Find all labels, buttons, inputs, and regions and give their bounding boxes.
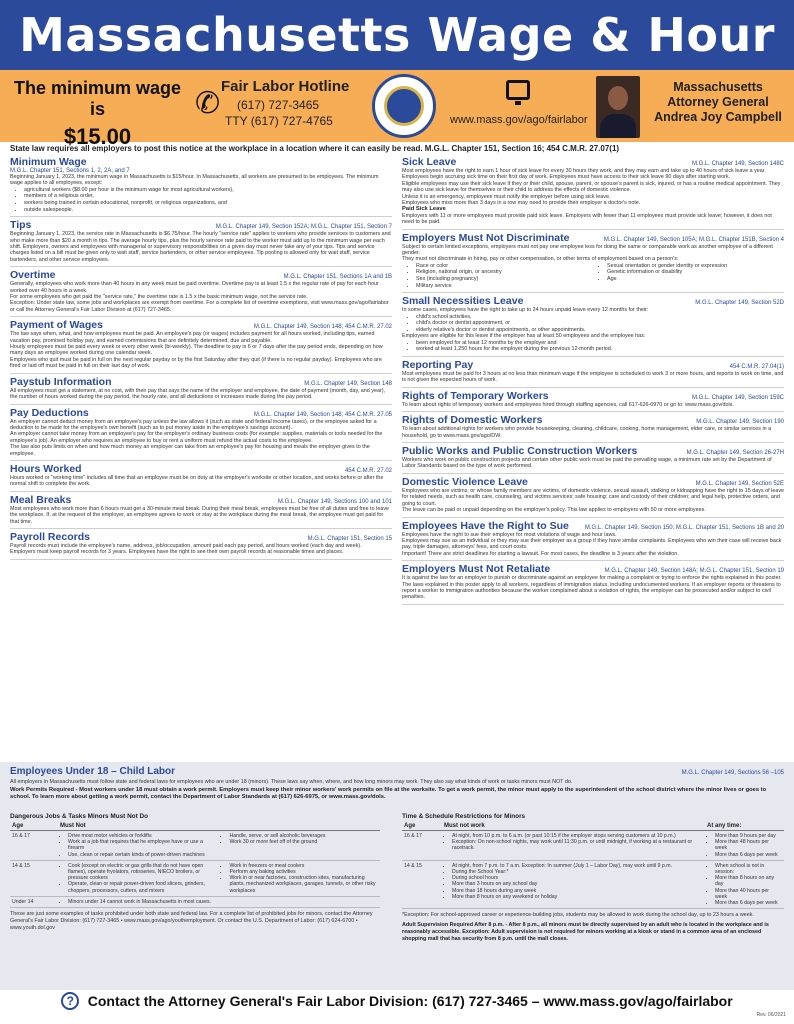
section-text: They must not discriminate in hiring, pay or other compensation, or other terms of employment based on a person's: xyxy=(402,256,679,263)
section-header xyxy=(10,269,392,281)
section-text: Employees are eligible for this leave if the employer has at least 50 employees and the employee has: xyxy=(402,333,646,340)
list-item: • More than 3 hours on any school day xyxy=(452,881,703,887)
section-citation: M.G.L. Chapter 151, Sections 1, 2, 2A, and 7 xyxy=(10,168,130,174)
section-title: Employers Must Not Discriminate xyxy=(402,231,570,244)
bullet-list xyxy=(10,187,392,213)
list-item: • Work at a job that requires that he employee have or use a firearm xyxy=(68,839,217,851)
table-row xyxy=(10,831,380,861)
section-text: Hourly employees must be paid every week or every other week (bi-weekly). The deadline to pay is 6 or 7 days after the pay period ends, depending on how many days an employee worked during one calendar week. xyxy=(10,344,383,357)
section-text: To learn about rights of temporary workers and employees hired through staffing agencies, call 617-626-6970 or go to: www.mass.gov/dols. xyxy=(402,401,734,408)
footer xyxy=(0,992,794,1024)
section-sick-leave xyxy=(402,154,784,230)
minimum-wage-box xyxy=(10,78,185,149)
section-text: Subject to certain limited exceptions, employers must not pay one employee less for doing the same or comparable work as another employee of a different gender. xyxy=(402,243,773,257)
section-subtitle: Paid Sick Leave xyxy=(402,206,446,213)
rule-cell xyxy=(58,896,219,907)
list-item: • Work in or near factories, construction sites, manufacturing plants, mechanized workplaces, garages, tunnels, or other risky workplaces xyxy=(229,875,378,894)
hotline-block xyxy=(195,76,355,138)
section-text: The leave can be paid or unpaid depending on the employer's policy. This law applies to employers with 50 or more employees. xyxy=(402,507,706,514)
table-header: Age xyxy=(402,822,442,831)
section-payroll-records xyxy=(10,529,392,560)
section-header xyxy=(10,376,392,388)
list-item: • Handle, serve, or sell alcoholic beverages xyxy=(229,833,378,839)
section-citation: M.G.L. Chapter 149, Section 148C xyxy=(691,161,784,167)
rule-cell xyxy=(219,896,380,907)
list-item: • been employed for at least 12 months by the employer and xyxy=(416,340,784,347)
schedule-exception-note: *Exception: For school-approved career or experience-building jobs, students may be allowed to work during the school day, up to 23 hours a week. xyxy=(402,912,754,919)
section-citation: M.G.L. Chapter 149, Section 52E xyxy=(695,480,784,487)
list-item: • Sex (including pregnancy) xyxy=(416,276,593,283)
section-title: Payroll Records xyxy=(10,530,90,543)
list-item: • child's school activities, xyxy=(416,314,784,321)
section-text: An employer cannot take money from an employee's pay for the employer's ordinary business costs (for example: supplies, materials or tools needed for the employee's job). An employer who requires an employee to buy or rent a uniform must refund the actual costs to the employee. xyxy=(10,431,383,444)
footer-contact: Contact the Attorney General's Fair Labor Division: (617) 727-3465 – www.mass.gov/ago/fairlabor xyxy=(87,993,733,1009)
list-item: • Operate, clean or repair power-driven food slicers, grinders, choppers, processors, cutters, and mixers xyxy=(68,881,217,893)
list-item: • At night, from 10 p.m. to 6 a.m. (or past 10:15 if the employer stops serving customers at 10 p.m.) xyxy=(452,833,703,839)
list-item: • Military service xyxy=(416,283,593,290)
hotline-phone: (617) 727-3465 xyxy=(237,98,320,112)
list-item: • During the School Year:* xyxy=(452,869,703,875)
bullet-list xyxy=(593,263,784,289)
section-title: Minimum Wage xyxy=(10,156,87,168)
section-text: Exception: Under state law, some jobs and workplaces are exempt from overtime. For a complete list of overtime exemptions, visit www.mass.gov/ago/fairlabor or call the Attorney General's Fair Labor Division at (617) 727-3465. xyxy=(10,300,389,313)
section-title: Meal Breaks xyxy=(10,493,72,506)
hotline-tty: TTY (617) 727-4765 xyxy=(225,114,333,128)
section-text: The laws explained in this poster apply to all workers, regardless of immigration status, including undocumented workers. If an employer reports or threatens to report a worker to immigration authorities because the worker complained about a violation of rights, the employer can be prosecuted and/or subject to civil penalties. xyxy=(402,581,781,601)
minors-cite: M.G.L. Chapter 149, Sections 56 –105 xyxy=(681,770,784,776)
list-item: • During school hours xyxy=(452,875,703,881)
table-header: At any time: xyxy=(705,822,784,831)
list-item: • members of a religious order, xyxy=(24,193,392,200)
min-wage-label: The minimum wage is xyxy=(13,78,182,119)
rule-cell xyxy=(58,831,219,861)
list-item: • More than 8 hours on any day xyxy=(715,875,782,887)
section-header xyxy=(402,445,784,457)
bullet-list xyxy=(707,833,782,858)
section-rights-of-domestic-workers xyxy=(402,412,784,443)
list-item: • More than 48 hours per week xyxy=(715,839,782,851)
section-payment-of-wages xyxy=(10,317,392,373)
section-text: Important! There are strict deadlines for starting a lawsuit. For most cases, the deadline is 3 years after the violation. xyxy=(402,550,679,557)
section-citation: 454 C.M.R. 27.04(1) xyxy=(729,364,784,371)
table-header: Age xyxy=(10,822,58,831)
list-item: • Cook (except on electric or gas grills that do not have open flames), operate fryolators, rotisseries, NIECO broilers, or pressure cookers xyxy=(68,863,217,882)
section-citation: M.G.L. Chapter 149, Section 52D xyxy=(695,300,784,307)
table-row xyxy=(10,896,380,907)
section-text: Employees may sue as an individual or they may sue their employer as a group if they have similar complaints. Employees who win their case will receive back pay, triple damages, attorneys' fees, and court costs. xyxy=(402,537,782,551)
age-cell: 16 & 17 xyxy=(402,831,442,861)
section-citation: M.G.L. Chapter 149, Section 148A; M.G.L. Chapter 151, Section 19 xyxy=(604,568,784,575)
section-citation: M.G.L. Chapter 149, Section 105A; M.G.L. Chapter 151B, Section 4 xyxy=(603,236,784,243)
section-header xyxy=(10,407,392,419)
list-item: • Perform any baking activities xyxy=(229,869,378,875)
section-text: For some employees who get paid the "service rate," the overtime rate is 1.5 x the basic minimum wage, not the service rate. xyxy=(10,294,308,301)
section-header xyxy=(402,295,784,307)
bullet-list xyxy=(402,263,593,289)
section-title: Pay Deductions xyxy=(10,406,89,419)
section-citation: M.G.L. Chapter 151, Sections 1A and 1B xyxy=(283,274,392,281)
age-cell: 14 & 15 xyxy=(402,860,442,908)
section-hours-worked xyxy=(10,461,392,492)
section-header xyxy=(10,156,392,168)
monitor-icon xyxy=(506,80,530,100)
section-header xyxy=(402,476,784,488)
table-row xyxy=(402,860,784,908)
section-title: Employers Must Not Retaliate xyxy=(402,563,551,576)
section-citation: M.G.L. Chapter 149, Sections 100 and 101 xyxy=(277,498,392,505)
section-title: Rights of Domestic Workers xyxy=(402,414,543,427)
section-citation: M.G.L. Chapter 149, Section 148; 454 C.M.R. 27.02 xyxy=(253,324,392,331)
section-citation: M.G.L. Chapter 149, Section 190 xyxy=(696,419,784,426)
list-item: • Religion, national origin, or ancestry xyxy=(416,269,593,276)
section-title: Paystub Information xyxy=(10,375,112,388)
dangerous-jobs-title: Dangerous Jobs & Tasks Minors Must Not Do xyxy=(10,813,149,820)
section-paystub-information xyxy=(10,374,392,405)
section-text: Generally, employees who work more than 40 hours in any week must be paid overtime. Overtime pay is at least 1.5 x the regular rate of pay for each hour worked over 40 hours in a week. xyxy=(10,281,379,294)
bullet-list xyxy=(221,833,378,845)
section-text: To learn about additional rights for workers who provide housekeeping, cleaning, childcare, cooking, home management, elder care, or similar services in a household, go to www.mass.gov/ago/DW. xyxy=(402,426,772,439)
list-item: • Work in freezers or meat coolers xyxy=(229,863,378,869)
minors-header xyxy=(10,766,784,777)
hotline-title: Fair Labor Hotline xyxy=(221,78,350,95)
bullet-list xyxy=(707,863,782,906)
section-employees-have-the-right-to-sue xyxy=(402,518,784,562)
section-reporting-pay xyxy=(402,357,784,388)
schedule-table xyxy=(402,822,784,909)
section-text: Most employees must be paid for 3 hours at no less than minimum wage if the employee is scheduled to work 3 or more hours, and reports to work on time, and is not given the expected hours of work. xyxy=(402,371,784,384)
min-wage-value: $15.00 xyxy=(63,124,132,149)
work-permit-notice: Work Permits Required - Most workers under 18 must obtain a work permit. Employers must keep their minor workers' work permits on file at the worksite. To get a work permit, the minor must apply to the superintendent of the school district where the minor lives or goes to school. To learn more about getting a work permit, contact the Department of Labor Standards at (617) 626-6975, or www.mass.gov/dols. xyxy=(10,787,767,800)
section-title: Domestic Violence Leave xyxy=(402,475,528,488)
section-rights-of-temporary-workers xyxy=(402,388,784,412)
bullet-list xyxy=(402,314,784,334)
minors-title: Employees Under 18 – Child Labor xyxy=(10,766,176,777)
rule-cell xyxy=(58,860,219,896)
section-citation: M.G.L. Chapter 149, Section 148 xyxy=(304,380,392,387)
bullet-list xyxy=(60,863,217,894)
dangerous-jobs-table xyxy=(10,822,380,908)
bullet-list xyxy=(60,833,217,858)
section-minimum-wage xyxy=(10,154,392,217)
list-item: • Use, clean or repair certain kinds of power-driven machines xyxy=(68,852,217,858)
bullet-list xyxy=(60,899,217,905)
section-citation: 454 C.M.R. 27.02 xyxy=(344,467,392,474)
section-domestic-violence-leave xyxy=(402,474,784,518)
posting-notice: State law requires all employers to post this notice at the workplace in a location where it can easily be read. M.G.L. Chapter 151, Section 16; 454 C.M.R. 27.07(1) xyxy=(10,144,620,153)
section-text: Eligible employees may use their sick leave if they or their child, spouse, parent, or spouse's parent is sick, injured, or has a routine medical appointment. They may also use sick leave for themselves or their child to address the effects of domestic violence. xyxy=(402,180,781,194)
section-text: Beginning January 1, 2023, the service rate in Massachusetts is $6.75/hour. The hourly "service rate" applies to workers who provide services to customers and who make more than $20 a month in tips. The average hourly tips, plus the hourly service rate paid to the worker must add up to the minimum wage per each shift. Employers, owners and employees with managerial or supervisory responsibilities on a given day must never take any of your tips. Tips and service charges listed on a bill must be given only to wait staff, service bartenders, or other service employees. Tip pooling is allowed only for wait staff, service bartenders, and other service employees. xyxy=(10,231,391,263)
page-banner xyxy=(0,0,794,70)
section-text: Employees who are victims, or whose family members are victims, of domestic violence, sexual assault, stalking or kidnapping have the right to 15 days of leave for related needs, such as health care, counseling, and victims services; safe housing; care and custody of their children; and legal help, protective orders, and going to court. xyxy=(402,487,785,507)
attorney-general-photo xyxy=(596,76,640,138)
section-title: Sick Leave xyxy=(402,156,457,168)
section-tips xyxy=(10,217,392,267)
section-title: Public Works and Public Construction Workers xyxy=(402,445,638,458)
section-pay-deductions xyxy=(10,405,392,461)
section-text: The law says when, what, and how employees must be paid. An employee's pay (or wages) includes payment for all hours worked, including tips, earned vacation pay, promised holiday pay, and earned commissions that are definitely determined, due and payable. xyxy=(10,331,375,344)
section-citation: M.G.L. Chapter 149, Section 150; M.G.L. Chapter 151, Sections 1B and 20 xyxy=(584,524,784,531)
section-citation: M.G.L. Chapter 149, Section 159C xyxy=(691,394,784,401)
section-text: It is against the law for an employer to punish or discriminate against an employee for making a complaint or trying to enforce the rights explained in this poster. xyxy=(402,575,782,582)
section-text: An employer cannot deduct money from an employee's pay unless the law allows it (such as state and federal income taxes), or the employee asked for a deduction to be made for the employee's own benefit (such as to put money aside in the employee's savings account). xyxy=(10,418,377,431)
section-overtime xyxy=(10,267,392,317)
list-item: • elderly relative's doctor or dentist appointments, or other appointments. xyxy=(416,327,784,334)
section-header xyxy=(402,156,784,168)
bullet-list xyxy=(444,833,703,852)
section-header xyxy=(10,531,392,543)
list-item: • workers being trained in certain educational, nonprofit, or religious organizations, and xyxy=(24,200,392,207)
rule-cell xyxy=(442,831,705,861)
revision-date: Rev. 06/2021 xyxy=(756,1012,786,1018)
state-seal-icon xyxy=(372,74,436,138)
section-header xyxy=(402,390,784,402)
bullet-list xyxy=(402,340,784,353)
section-text: Most employees have the right to earn 1 hour of sick leave for every 30 hours they work, and they may earn and take up to 40 hours of sick leave a year. Employees begin accruing sick time on their first day of work. Employees must have access to their sick leave 90 days after starting work. xyxy=(402,168,766,181)
section-header xyxy=(402,563,784,575)
section-public-works-and-public-construction-workers xyxy=(402,443,784,474)
list-item: • Exception: On non-school nights, may work until 11:30 p.m. or until midnight, if working at a restaurant or racetrack. xyxy=(452,839,703,851)
section-title: Tips xyxy=(10,219,32,232)
section-text: The law also puts limits on when and how much money an employer can take from an employee's pay for housing and meals the employer gives to the employee. xyxy=(10,444,370,457)
left-column xyxy=(10,154,392,560)
section-text: Beginning January 1, 2023, the minimum wage in Massachusetts is $15/hour. In Massachusetts, all workers are presumed to be employees. The minimum wage applies to all employees, except: xyxy=(10,174,379,187)
minors-intro: All employers in Massachusetts must follow state and federal laws for employees who are under 18 (minors). These laws say when, where, and how long minors may work. They also say what kinds of work or tasks minors must NOT do. xyxy=(10,779,573,785)
section-text: All employees must get a statement, at no cost, with their pay that says the name of the employer and employee, the date of payment (month, day, and year), the number of hours worked during the pay period, the hourly rate, and all deductions or increases made during the pay period. xyxy=(10,387,386,401)
section-header xyxy=(10,494,392,506)
page-title: Massachusetts Wage & Hour xyxy=(19,8,775,62)
section-text: Employers must keep payroll records for 3 years. Employees have the right to see their own payroll records at reasonable times and places. xyxy=(10,549,344,556)
section-header xyxy=(10,319,392,331)
schedule-table-block xyxy=(402,813,784,942)
table-row xyxy=(402,831,784,861)
list-item: • More than 40 hours per week xyxy=(715,888,782,900)
section-title: Small Necessities Leave xyxy=(402,295,524,308)
section-citation: M.G.L. Chapter 151, Section 15 xyxy=(307,535,392,542)
section-text: Employers with 11 or more employees must provide paid sick leave. Employers with fewer than 11 employees must provide sick leave; however, it does not need to be paid. xyxy=(402,212,772,226)
rule-cell xyxy=(219,831,380,861)
section-text: In some cases, employees have the right to take up to 24 hours unpaid leave every 12 months for their: xyxy=(402,307,649,314)
section-text: Hours worked or "working time" includes all time that an employee must be on duty at the employer's worksite or other location, and works before or after the normal shift to complete the work. xyxy=(10,474,384,488)
list-item: • When school is not in session: xyxy=(715,863,782,875)
section-title: Hours Worked xyxy=(10,462,82,475)
age-cell: 16 & 17 xyxy=(10,831,58,861)
section-text: Employees have the right to sue their employer for most violations of wage and hour laws. xyxy=(402,531,617,538)
section-header xyxy=(402,359,784,371)
section-citation: M.G.L. Chapter 149, Section 148; 454 C.M.R. 27.05 xyxy=(253,411,392,418)
section-text: Workers who work on public construction projects and certain other public work must be paid the prevailing wage, a minimum rate set by the Department of Labor Standards based on the type of work performed. xyxy=(402,457,772,470)
section-citation: M.G.L. Chapter 149, Section 26-27H xyxy=(686,450,784,457)
list-item: • Genetic information or disability xyxy=(607,269,784,276)
section-header xyxy=(10,219,392,231)
section-title: Overtime xyxy=(10,269,56,282)
rule-cell xyxy=(442,860,705,908)
section-text: Payroll records must include the employee's name, address, job/occupation, amount paid each pay period, and hours worked (each day and week). xyxy=(10,542,362,549)
table-row xyxy=(10,860,380,896)
attorney-general-name: Massachusetts Attorney General Andrea Joy Campbell xyxy=(654,80,782,124)
list-item: • At night, from 7 p.m. to 7 a.m. Exception: In summer (July 1 – Labor Day), may work until 9 p.m. xyxy=(452,863,703,869)
adult-supervision-note: Adult Supervision Required After 8 p.m. - After 8 p.m., all minors must be directly supervised by an adult who is located in the workplace and is reasonably accessible. Exception: Adult supervision is not required for minors working at a kiosk or stand in a common area of an enclosed shopping mall that has security from 8 p.m. until the mall closes. xyxy=(402,922,769,942)
dangerous-jobs-table-block xyxy=(10,813,380,931)
list-item: • child's doctor or dentist appointment, or xyxy=(416,320,784,327)
section-title: Payment of Wages xyxy=(10,319,103,332)
section-header xyxy=(402,232,784,244)
list-item: • Drive most motor vehicles or forklifts xyxy=(68,833,217,839)
section-text: Unless it is an emergency, employees must notify the employer before using sick leave. xyxy=(402,193,611,200)
dangerous-jobs-note: These are just some examples of tasks prohibited under both state and federal law. For a complete list of prohibited jobs for minors, contact the Attorney General's Fair Labor Division: (617) 727-3465 • www.mass.gov/ago/youthemployment. Or contact the U.S. Department of Labor: (617) 624-6700 • www.youth.dol.gov xyxy=(10,911,373,931)
list-item: • More than 18 hours during any week xyxy=(452,888,703,894)
list-item: • More than 8 hours on any weekend or holiday xyxy=(452,894,703,900)
table-header: Must Not xyxy=(58,822,380,831)
list-item: • worked at least 1,250 hours for the employer during the previous 12-month period. xyxy=(416,346,784,353)
section-title: Employees Have the Right to Sue xyxy=(402,519,569,532)
section-small-necessities-leave xyxy=(402,293,784,357)
section-title: Rights of Temporary Workers xyxy=(402,389,549,402)
schedule-title: Time & Schedule Restrictions for Minors xyxy=(402,813,526,820)
list-item: • Race or color xyxy=(416,263,593,270)
list-item: • outside salespeople. xyxy=(24,207,392,214)
list-item: • Minors under 14 cannot work in Massachusetts in most cases. xyxy=(68,899,217,905)
list-item: • agricultural workers ($8.00 per hour is the minimum wage for most agricultural workers), xyxy=(24,187,392,194)
bullet-list xyxy=(444,863,703,900)
website-block xyxy=(450,76,588,138)
right-column xyxy=(402,154,784,605)
list-item: • Work 30 or more feet off of the ground xyxy=(229,839,378,845)
rule-cell xyxy=(705,831,784,861)
section-text: Most employees who work more than 6 hours must get a 30-minute meal break. During their meal break, employees must be free of all duties and free to leave the workplace. If, at the request of the employer, an employee agrees to work or stay at the workplace during the meal break, the employee must get paid for that time. xyxy=(10,505,390,525)
list-item: • Age xyxy=(607,276,784,283)
phone-icon: ✆ xyxy=(195,87,221,120)
list-item: • More than 6 days per week xyxy=(715,900,782,906)
section-text: Employees who miss more than 3 days in a row may need to provide their employer a doctor's note. xyxy=(402,200,641,207)
age-cell: Under 14 xyxy=(10,896,58,907)
section-header xyxy=(402,520,784,532)
section-text: Employees who quit must be paid in full on the next regular payday or by the first Saturday after they quit (if there is no regular payday). Employees who are fired or laid off must be paid in full on their last day of work. xyxy=(10,356,382,370)
section-header xyxy=(402,414,784,426)
age-cell: 14 & 15 xyxy=(10,860,58,896)
section-meal-breaks xyxy=(10,492,392,529)
list-item: • More than 9 hours per day xyxy=(715,833,782,839)
section-employers-must-not-retaliate xyxy=(402,561,784,605)
section-citation: M.G.L. Chapter 149, Section 152A; M.G.L. Chapter 151, Section 7 xyxy=(215,224,392,231)
list-item: • More than 6 days per week xyxy=(715,852,782,858)
section-header xyxy=(10,463,392,475)
section-title: Reporting Pay xyxy=(402,359,474,372)
bullet-list xyxy=(221,863,378,894)
protected-classes xyxy=(402,263,784,289)
rule-cell xyxy=(705,860,784,908)
question-icon: ? xyxy=(61,992,79,1010)
rule-cell xyxy=(219,860,380,896)
section-employers-must-not-discriminate xyxy=(402,230,784,294)
list-item: • Sexual orientation or gender identity or expression xyxy=(607,263,784,270)
table-header: Must not work xyxy=(442,822,705,831)
website-link[interactable]: www.mass.gov/ago/fairlabor xyxy=(450,114,588,126)
